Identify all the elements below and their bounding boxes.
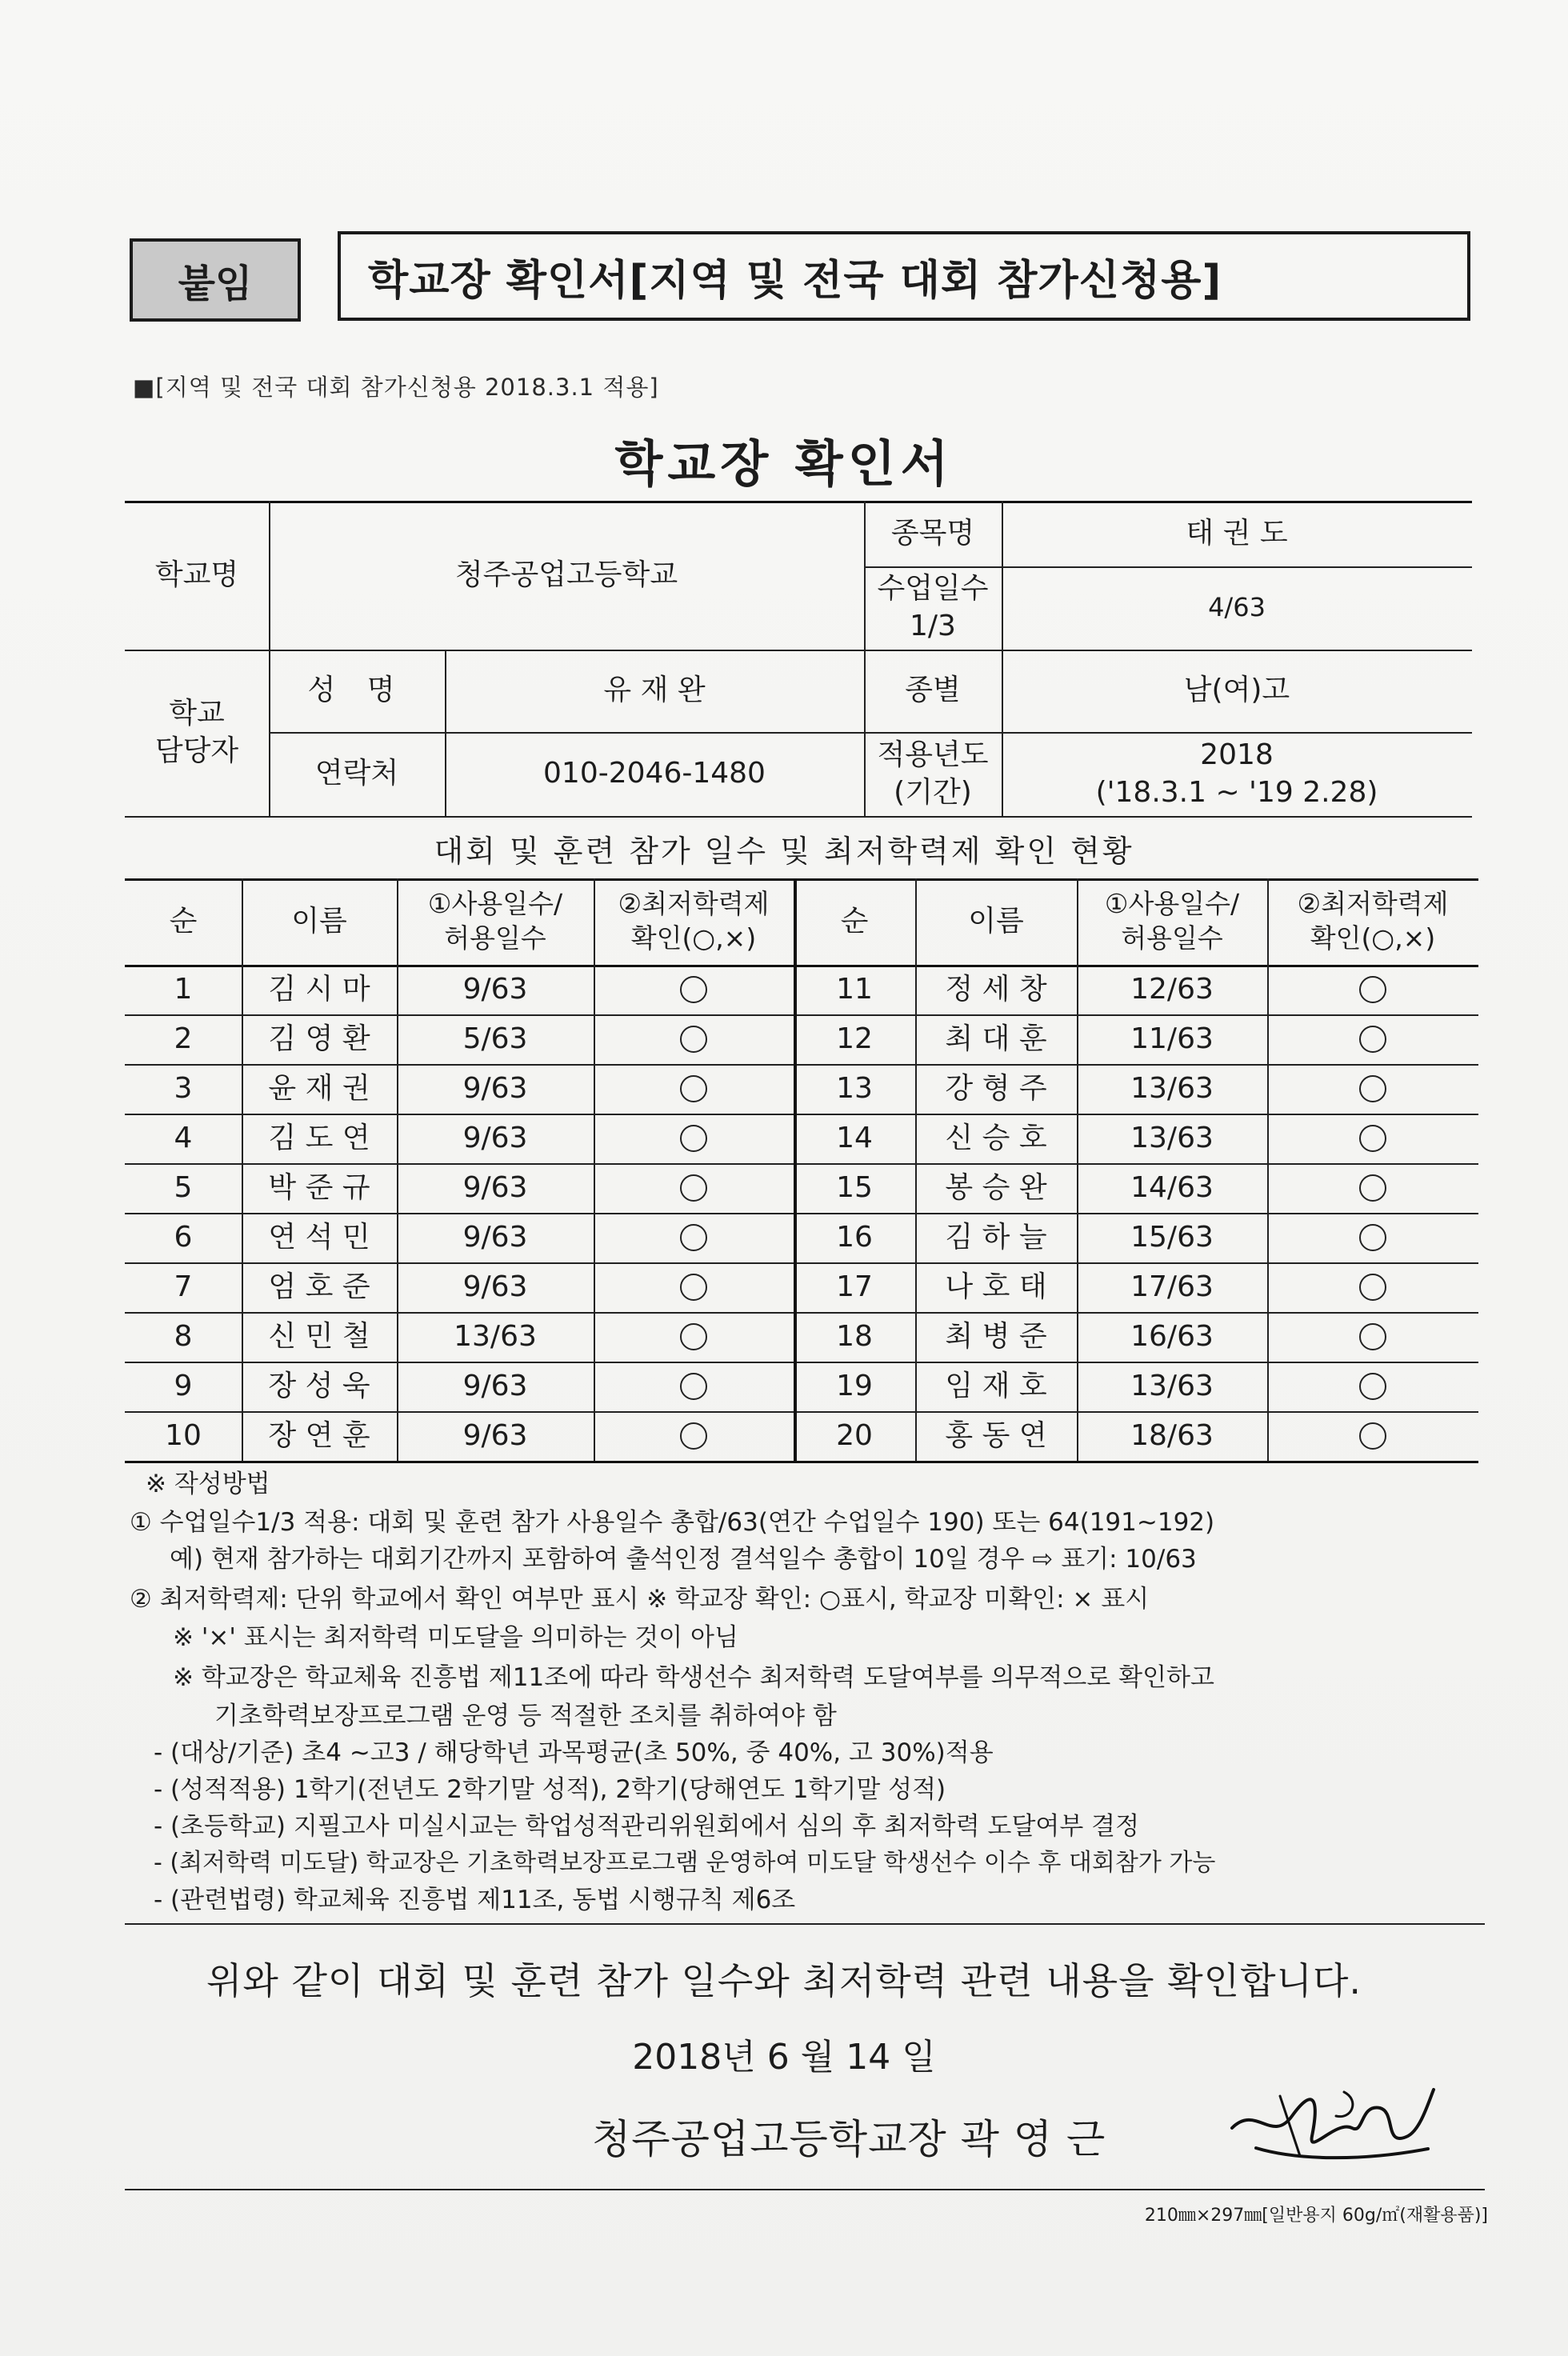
roster-header-name-right: 이름 <box>968 904 1024 938</box>
school-name-label: 학교명 <box>154 558 239 591</box>
roster-no: 15 <box>836 1170 873 1204</box>
confirm-circle-icon <box>594 1411 794 1461</box>
roster-header-check-right: ②최저학력제 확인(○,×) <box>1297 888 1449 954</box>
page-title: 학교장 확인서 <box>614 434 954 493</box>
roster-student-name: 연 석 민 <box>268 1220 370 1254</box>
confirm-circle-icon <box>594 1163 794 1213</box>
contact-label: 연락처 <box>314 757 399 790</box>
confirm-circle-icon <box>594 1213 794 1262</box>
roster-days: 14/63 <box>1130 1170 1214 1204</box>
roster-header-name-left: 이름 <box>291 904 347 938</box>
instruction-line: 예) 현재 참가하는 대회기간까지 포함하여 출석인정 결석일수 총합이 10일 경우 ⇨ 표기: 10/63 <box>170 1545 1197 1574</box>
roster-student-name: 김 도 연 <box>268 1121 370 1154</box>
period-value: 2018 ('18.3.1 ~ '19 2.28) <box>1095 738 1378 809</box>
roster-days: 16/63 <box>1130 1319 1214 1353</box>
manager-label: 학교 담당자 <box>154 697 239 767</box>
school-name-value: 청주공업고등학교 <box>454 558 678 591</box>
roster-days: 9/63 <box>462 1121 528 1154</box>
instruction-line: ※ '×' 표시는 최저학력 미도달을 의미하는 것이 아님 <box>173 1623 738 1652</box>
roster-days: 13/63 <box>1130 1369 1214 1402</box>
confirm-circle-icon <box>1267 1312 1478 1362</box>
confirm-circle-icon <box>1267 965 1478 1014</box>
roster-days: 9/63 <box>462 1071 528 1105</box>
period-label: 적용년도 (기간) <box>877 738 989 809</box>
confirm-circle-icon <box>594 1064 794 1114</box>
roster-no: 16 <box>836 1220 873 1254</box>
contact-value: 010-2046-1480 <box>543 757 766 790</box>
instruction-line: ② 최저학력제: 단위 학교에서 확인 여부만 표시 ※ 학교장 확인: ○표시, 학교장 미확인: × 표시 <box>130 1585 1150 1614</box>
roster-student-name: 김 영 환 <box>268 1022 370 1055</box>
roster-days: 17/63 <box>1130 1270 1214 1303</box>
roster-student-name: 장 연 훈 <box>268 1418 370 1452</box>
instruction-line: - (초등학교) 지필고사 미실시교는 학업성적관리위원회에서 심의 후 최저학력 도달여부 결정 <box>154 1812 1140 1841</box>
roster-student-name: 최 병 준 <box>945 1319 1047 1353</box>
roster-student-name: 신 승 호 <box>945 1121 1047 1154</box>
confirm-circle-icon <box>1267 1362 1478 1411</box>
confirm-circle-icon <box>594 1114 794 1163</box>
roster-days: 12/63 <box>1130 972 1214 1006</box>
roster-header-days-left: ①사용일수/ 허용일수 <box>427 888 563 954</box>
gender-label: 종별 <box>905 674 961 707</box>
confirm-circle-icon <box>594 1362 794 1411</box>
gender-value: 남(여)고 <box>1183 674 1290 707</box>
principal-signature <box>1224 2072 1440 2176</box>
roster-days: 11/63 <box>1130 1022 1214 1055</box>
confirm-circle-icon <box>1267 1064 1478 1114</box>
roster-header-days-right: ①사용일수/ 허용일수 <box>1104 888 1240 954</box>
roster-student-name: 봉 승 완 <box>945 1170 1047 1204</box>
roster-student-name: 장 성 욱 <box>268 1369 370 1402</box>
instruction-line: - (성적적용) 1학기(전년도 2학기말 성적), 2학기(당해연도 1학기말 성적) <box>154 1775 946 1804</box>
document-header-title: 학교장 확인서[지역 및 전국 대회 참가신청용] <box>338 231 1470 321</box>
roster-no: 13 <box>836 1071 873 1105</box>
roster-days: 5/63 <box>462 1022 528 1055</box>
roster-no: 10 <box>165 1418 202 1452</box>
roster-no: 3 <box>174 1071 193 1105</box>
roster-days: 13/63 <box>1130 1071 1214 1105</box>
roster-days: 15/63 <box>1130 1220 1214 1254</box>
application-note: ■[지역 및 전국 대회 참가신청용 2018.3.1 적용] <box>133 374 659 401</box>
roster-student-name: 정 세 창 <box>945 972 1047 1006</box>
roster-header-check-left: ②최저학력제 확인(○,×) <box>618 888 770 954</box>
confirm-circle-icon <box>1267 1411 1478 1461</box>
class-days-value: 4/63 <box>1208 592 1266 623</box>
instructions-heading: ※ 작성방법 <box>146 1470 270 1498</box>
roster-days: 9/63 <box>462 1170 528 1204</box>
roster-days: 13/63 <box>454 1319 537 1353</box>
roster-header-no-right: 순 <box>840 904 869 938</box>
instruction-line: - (관련법령) 학교체육 진흥법 제11조, 동법 시행규칙 제6조 <box>154 1886 796 1914</box>
section-title: 대회 및 훈련 참가 일수 및 최저학력제 확인 현황 <box>434 834 1134 869</box>
confirm-circle-icon <box>1267 1213 1478 1262</box>
roster-student-name: 엄 호 준 <box>268 1270 370 1303</box>
roster-student-name: 박 준 규 <box>268 1170 370 1204</box>
roster-no: 11 <box>836 972 873 1006</box>
roster-no: 7 <box>174 1270 193 1303</box>
roster-days: 9/63 <box>462 972 528 1006</box>
event-value: 태 권 도 <box>1186 516 1288 550</box>
roster-header-no-left: 순 <box>169 904 198 938</box>
roster-student-name: 임 재 호 <box>945 1369 1047 1402</box>
roster-days: 13/63 <box>1130 1121 1214 1154</box>
roster-student-name: 신 민 철 <box>268 1319 370 1353</box>
roster-no: 14 <box>836 1121 873 1154</box>
roster-student-name: 윤 재 권 <box>268 1071 370 1105</box>
instruction-line: - (최저학력 미도달) 학교장은 기초학력보장프로그램 운영하여 미도달 학생선수 이수 후 대회참가 가능 <box>154 1849 1216 1877</box>
manager-name-value: 유 재 완 <box>603 674 706 707</box>
confirm-circle-icon <box>1267 1114 1478 1163</box>
roster-no: 1 <box>174 972 193 1006</box>
instruction-line: 기초학력보장프로그램 운영 등 적절한 조치를 취하여야 함 <box>214 1702 837 1730</box>
roster-no: 9 <box>174 1369 193 1402</box>
instruction-line: ① 수업일수1/3 적용: 대회 및 훈련 참가 사용일수 총합/63(연간 수업일수 190) 또는 64(191~192) <box>130 1508 1215 1537</box>
principal-name: 청주공업고등학교장 곽 영 근 <box>592 2116 1106 2162</box>
confirm-circle-icon <box>1267 1262 1478 1312</box>
roster-no: 8 <box>174 1319 193 1353</box>
instruction-line: ※ 학교장은 학교체육 진흥법 제11조에 따라 학생선수 최저학력 도달여부를 의무적으로 확인하고 <box>173 1663 1214 1692</box>
confirm-circle-icon <box>1267 1014 1478 1064</box>
roster-days: 9/63 <box>462 1220 528 1254</box>
roster-no: 12 <box>836 1022 873 1055</box>
attachment-tag: 붙임 <box>130 238 301 322</box>
confirm-circle-icon <box>594 1262 794 1312</box>
roster-no: 4 <box>174 1121 193 1154</box>
event-label: 종목명 <box>890 516 975 550</box>
roster-no: 5 <box>174 1170 193 1204</box>
issue-date: 2018년 6 월 14 일 <box>632 2037 936 2078</box>
confirm-circle-icon <box>594 1312 794 1362</box>
class-days-label: 수업일수 1/3 <box>877 572 989 642</box>
roster-no: 19 <box>836 1369 873 1402</box>
instruction-line: - (대상/기준) 초4 ~고3 / 해당학년 과목평균(초 50%, 중 40%, 고 30%)적용 <box>154 1738 994 1767</box>
roster-days: 9/63 <box>462 1418 528 1452</box>
roster-no: 20 <box>836 1418 873 1452</box>
manager-name-label: 성 명 <box>307 674 406 707</box>
roster-student-name: 나 호 태 <box>945 1270 1047 1303</box>
roster-days: 18/63 <box>1130 1418 1214 1452</box>
roster-student-name: 최 대 훈 <box>945 1022 1047 1055</box>
paper-spec-footer: 210㎜×297㎜[일반용지 60g/㎡(재활용품)] <box>1144 2206 1488 2226</box>
roster-no: 2 <box>174 1022 193 1055</box>
confirm-circle-icon <box>594 965 794 1014</box>
roster-student-name: 김 시 마 <box>268 972 370 1006</box>
roster-student-name: 강 형 주 <box>945 1071 1047 1105</box>
confirmation-statement: 위와 같이 대회 및 훈련 참가 일수와 최저학력 관련 내용을 확인합니다. <box>206 1959 1362 2002</box>
roster-student-name: 홍 동 연 <box>945 1418 1047 1452</box>
roster-no: 17 <box>836 1270 873 1303</box>
roster-no: 6 <box>174 1220 193 1254</box>
roster-student-name: 김 하 늘 <box>945 1220 1047 1254</box>
roster-days: 9/63 <box>462 1270 528 1303</box>
roster-days: 9/63 <box>462 1369 528 1402</box>
confirm-circle-icon <box>594 1014 794 1064</box>
roster-no: 18 <box>836 1319 873 1353</box>
confirm-circle-icon <box>1267 1163 1478 1213</box>
